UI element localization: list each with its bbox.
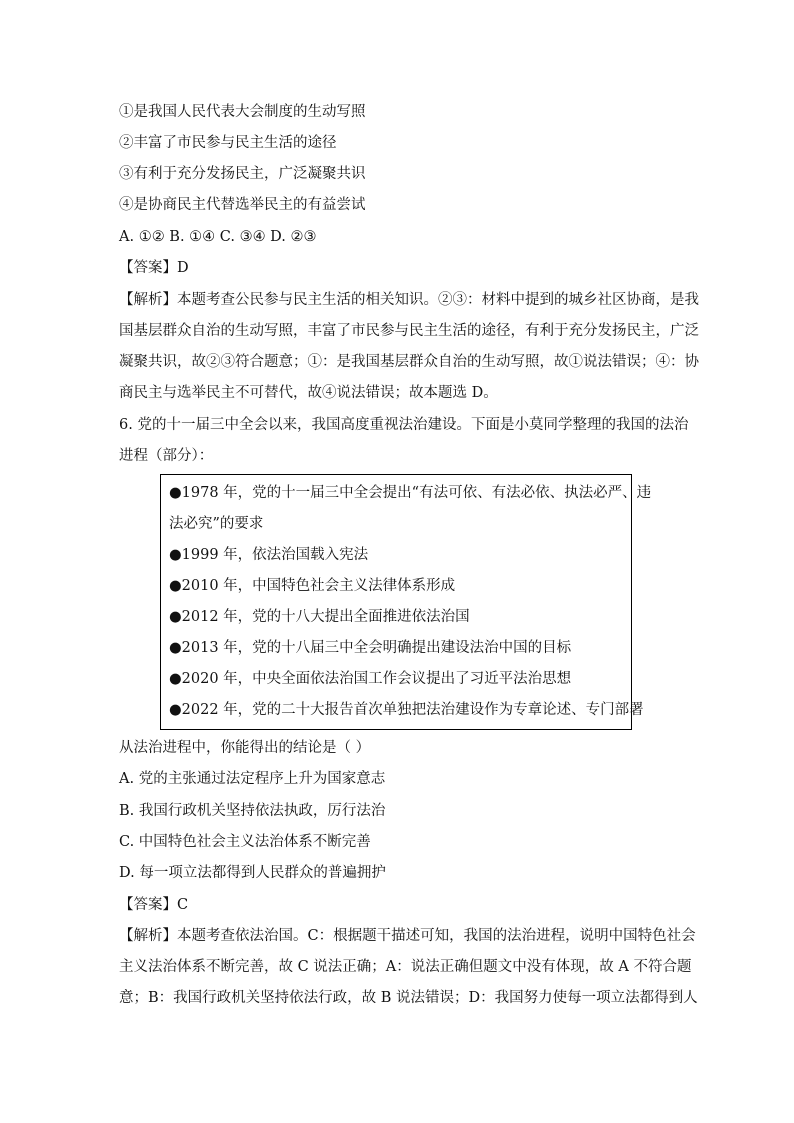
timeline-item: ●2020 年，中央全面依法治国工作会议提出了习近平法治思想 (169, 671, 572, 687)
q5-answer: 【答案】D (119, 260, 189, 276)
q5-analysis-line-1: 【解析】本题考查公民参与民主生活的相关知识。②③：材料中提到的城乡社区协商，是我 (119, 292, 699, 308)
q6-stem-line-2: 进程（部分）： (119, 448, 214, 464)
q6-option-a: A. 党的主张通过法定程序上升为国家意志 (119, 771, 386, 787)
q5-choices: A. ①② B. ①④ C. ③④ D. ②③ (119, 229, 317, 245)
q6-option-b: B. 我国行政机关坚持依法执政，厉行法治 (119, 803, 386, 819)
q6-analysis-line-3: 意；B：我国行政机关坚持依法行政，故 B 说法错误；D：我国努力使每一项立法都得到人 (119, 990, 698, 1006)
q5-analysis-line-3: 凝聚共识，故②③符合题意；①：是我国基层群众自治的生动写照，故①说法错误；④：协 (119, 354, 699, 370)
q5-option-3: ③有利于充分发扬民主，广泛凝聚共识 (119, 166, 366, 182)
q6-prompt: 从法治进程中，你能得出的结论是（ ） (119, 740, 371, 756)
timeline-item: ●2013 年，党的十八届三中全会明确提出建设法治中国的目标 (169, 640, 572, 656)
q6-analysis-line-1: 【解析】本题考查依法治国。C：根据题干描述可知，我国的法治进程，说明中国特色社会 (119, 928, 696, 944)
timeline-item-continued: 法必究”的要求 (169, 516, 264, 532)
q5-option-4: ④是协商民主代替选举民主的有益尝试 (119, 197, 366, 213)
timeline-item: ●2022 年，党的二十大报告首次单独把法治建设作为专章论述、专门部署 (169, 702, 644, 718)
q5-analysis-line-2: 国基层群众自治的生动写照，丰富了市民参与民主生活的途径，有利于充分发扬民主，广泛 (119, 323, 699, 339)
timeline-box (160, 474, 652, 730)
q5-analysis-line-4: 商民主与选举民主不可替代，故④说法错误；故本题选 D。 (119, 385, 498, 401)
q6-option-c: C. 中国特色社会主义法治体系不断完善 (119, 834, 371, 850)
q6-answer: 【答案】C (119, 897, 189, 913)
q6-analysis-line-2: 主义法治体系不断完善，故 C 说法正确；A：说法正确但题文中没有体现，故 A 不符合题 (119, 959, 692, 975)
q6-stem-line-1: 6. 党的十一届三中全会以来，我国高度重视法治建设。下面是小莫同学整理的我国的法治 (119, 417, 689, 433)
q5-option-2: ②丰富了市民参与民主生活的途径 (119, 135, 337, 151)
q6-option-d: D. 每一项立法都得到人民群众的普遍拥护 (119, 865, 386, 881)
timeline-item: ●2010 年，中国特色社会主义法律体系形成 (169, 578, 456, 594)
q5-option-1: ①是我国人民代表大会制度的生动写照 (119, 104, 366, 120)
timeline-item: ●2012 年，党的十八大提出全面推进依法治国 (169, 609, 470, 625)
timeline-item: ●1999 年，依法治国载入宪法 (169, 547, 369, 563)
timeline-item: ●1978 年，党的十一届三中全会提出“有法可依、有法必依、执法必严、违 (169, 485, 652, 501)
